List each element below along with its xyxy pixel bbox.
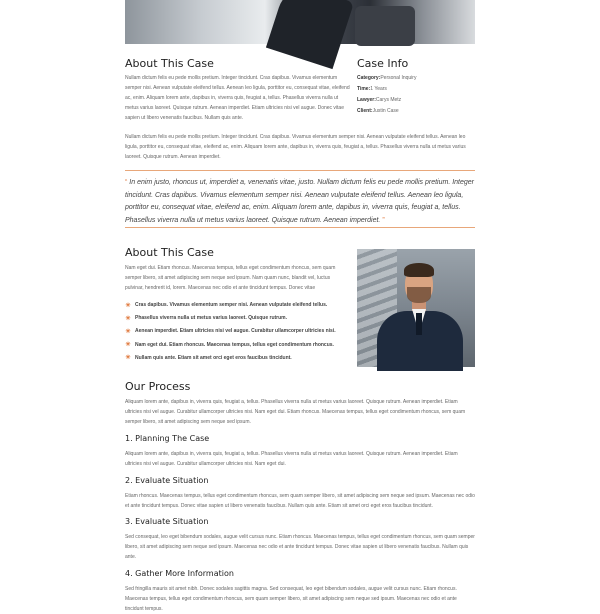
case-info-value: Justin Case [372, 108, 399, 114]
process-step-text: Etiam rhoncus. Maecenas tempus, tellus eget condimentum rhoncus, sem quam semper libero, sit amet adipiscing sem neque sed ipsum. Maecenas nec odio et ante tincidunt tempus. Donec vitae sapien ut libero venenatis faucibus. Nullam quis ante. Etiam sit amet orci eget eros faucibus tincidunt. [125, 493, 475, 509]
portrait-beard [407, 287, 431, 303]
process-step [125, 476, 475, 511]
process-step [125, 434, 475, 469]
process-paragraph: Aliquam lorem ante, dapibus in, viverra quis, feugiat a, tellus. Phasellus viverra nulla ut metus varius laoreet. Quisque rutrum. Aenean imperdiet. Etiam ultricies nisi vel augue. Curabitur ullamcorper ultricies nisi. Nam eget dui. Etiam rhoncus. Maecenas tempus, tellus eget condimentum rhoncus, sem quam semper libero, sit amet adipiscing sem neque sed ipsum. [125, 399, 466, 425]
check-list-item [125, 339, 350, 352]
case-info-label: Client: [357, 108, 373, 114]
check-list-item [125, 325, 350, 338]
case-info-item [357, 95, 477, 106]
process-step-title: 3. Evaluate Situation [125, 517, 209, 526]
blockquote [125, 170, 475, 228]
quote-text [125, 177, 475, 227]
about-case-title-2: About This Case [125, 246, 214, 259]
case-info-item [357, 73, 477, 84]
case-info-value: Personal Inquiry [380, 75, 417, 81]
check-circle-icon: ✳ [125, 342, 131, 349]
check-list-text: Aenean imperdiet. Etiam ultricies nisi vel augue. Curabitur ullamcorper ultricies nisi. [135, 328, 336, 335]
check-list-text: Nullam quis ante. Etiam sit amet orci eget eros faucibus tincidunt. [135, 354, 292, 361]
case-info-value: Carys Metz [375, 97, 402, 103]
case-info-label: Lawyer: [357, 97, 376, 103]
about-case-paragraph-2: Nullam dictum felis eu pede mollis pretium. Integer tincidunt. Cras dapibus. Vivamus elementum semper nisi. Aenean vulputate eleifend tellus. Aenean leo ligula, porttitor eu, consequat vitae, eleifend ac, enim. Aliquam lorem ante, dapibus in, viverra quis, feugiat a, tellus. Phasellus viverra nulla ut metus varius laoreet. Quisque rutrum. Aenean imperdiet. [125, 134, 466, 160]
portrait-hair [404, 263, 434, 277]
check-list-text: Phasellus viverra nulla ut metus varius laoreet. Quisque rutrum. [135, 315, 287, 322]
process-step-text: Sed fringilla mauris sit amet nibh. Donec sodales sagittis magna. Sed consequat, leo eget bibendum sodales, augue velit cursus nunc. Etiam rhoncus. Maecenas tempus, tellus eget condimentum rhoncus, sem quam semper libero, sit amet adipiscing sem neque sed ipsum. Maecenas nec odio et ante tincidunt tempus. [125, 586, 457, 612]
quote-close-icon: ” [382, 216, 385, 224]
about-case-paragraph: Nullam dictum felis eu pede mollis pretium. Integer tincidunt. Cras dapibus. Vivamus elementum semper nisi. Aenean vulputate eleifend tellus. Aenean leo ligula, porttitor eu, consequat vitae, eleifend ac, enim. Aliquam lorem ante, dapibus in, viverra quis, feugiat a, tellus. Phasellus viverra nulla ut metus varius laoreet. Quisque rutrum. Aenean imperdiet. Etiam ultricies nisi vel augue. Donec vitae sapien ut libero venenatis faucibus. Nullam quis ante. [125, 75, 350, 121]
quote-body: In enim justo, rhoncus ut, imperdiet a, venenatis vitae, justo. Nullam dictum felis eu pede mollis pretium. Integer tincidunt. Cras dapibus. Vivamus elementum semper nisi. Aenean vulputate eleifend tellus. Aenean leo ligula, porttitor eu, consequat vitae, eleifend ac, enim. Aliquam lorem ante, dapibus in, viverra quis, feugiat a, tellus. Phasellus viverra nulla ut metus varius laoreet. Quisque rutrum. Aenean imperdiet. [125, 179, 475, 224]
portrait-tie [416, 313, 422, 335]
check-list-item [125, 312, 350, 325]
check-list-item [125, 299, 350, 312]
about-case-paragraph-3: Nam eget dui. Etiam rhoncus. Maecenas tempus, tellus eget condimentum rhoncus, sem quam semper libero, sit amet adipiscing sem neque sed ipsum. Nam quam nunc, blandit vel, luctus pulvinar, hendrerit id, lorem. Maecenas nec odio et ante tincidunt tempus. Donec vitae [125, 265, 336, 291]
hero-image-shape [355, 6, 415, 46]
quote-open-icon: “ [125, 179, 128, 186]
lawyer-portrait-image [357, 249, 475, 367]
process-title: Our Process [125, 380, 191, 393]
process-step-text: Sed consequat, leo eget bibendum sodales, augue velit cursus nunc. Etiam rhoncus. Maecenas tempus, tellus eget condimentum rhoncus, sem quam semper libero, sit amet adipiscing sem neque sed ipsum. Maecenas nec odio et ante tincidunt tempus. Donec vitae sapien ut libero venenatis faucibus. Nullam quis ante. [125, 534, 475, 560]
check-circle-icon: ✳ [125, 302, 131, 309]
case-info-item [357, 106, 477, 117]
process-step-title: 2. Evaluate Situation [125, 476, 209, 485]
case-info-value: 1 Years [370, 86, 387, 92]
process-step [125, 569, 475, 614]
case-info-label: Category: [357, 75, 381, 81]
feature-check-list [125, 299, 350, 365]
process-step-title: 4. Gather More Information [125, 569, 234, 578]
case-info-item [357, 84, 477, 95]
hero-image-shape [266, 0, 354, 69]
hero-image [125, 0, 475, 44]
process-step [125, 517, 475, 562]
check-circle-icon: ✳ [125, 355, 131, 362]
check-list-text: Nam eget dui. Etiam rhoncus. Maecenas tempus, tellus eget condimentum rhoncus. [135, 341, 334, 348]
check-list-item [125, 352, 350, 365]
process-step-title: 1. Planning The Case [125, 434, 210, 443]
case-info-title: Case Info [357, 57, 409, 70]
check-circle-icon: ✳ [125, 329, 131, 335]
case-info-label: Time: [357, 86, 371, 92]
case-info-list [357, 73, 477, 117]
process-step-text: Aliquam lorem ante, dapibus in, viverra quis, feugiat a, tellus. Phasellus viverra nulla ut metus varius laoreet. Quisque rutrum. Aenean imperdiet. Etiam ultricies nisi vel augue. Curabitur ullamcorper ultricies nisi. Nam eget dui. [125, 451, 458, 467]
check-list-text: Cras dapibus. Vivamus elementum semper nisi. Aenean vulputate eleifend tellus. [135, 302, 328, 308]
check-circle-icon: ✳ [125, 315, 131, 322]
about-case-title: About This Case [125, 57, 214, 70]
